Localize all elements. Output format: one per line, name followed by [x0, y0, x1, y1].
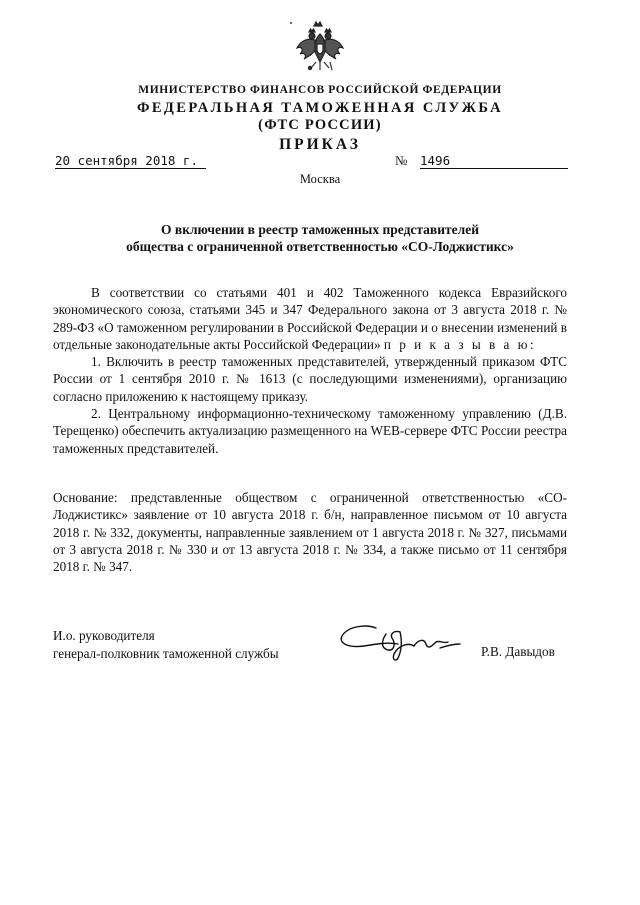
signatory-position — [53, 627, 279, 663]
order-title-line-2: общества с ограниченной ответственностью «СО-Лоджистикс» — [126, 239, 514, 254]
coat-of-arms-icon — [292, 18, 348, 79]
document-type: ПРИКАЗ — [279, 136, 361, 153]
order-date: 20 сентября 2018 г. — [55, 153, 206, 169]
intro-text: В соответствии со статьями 401 и 402 Таможенного кодекса Евразийского экономического союза, статьями 345 и 347 Федерального закона от 3 августа 2018 г. № 289-ФЗ «О таможенном регулировании в Российской Федерации и о внесении изменений в отдельные законодательные акты Российской Федерации» — [53, 285, 567, 352]
basis-section — [53, 489, 567, 575]
order-number: 1496 — [420, 153, 568, 169]
ministry-name: МИНИСТЕРСТВО ФИНАНСОВ РОССИЙСКОЙ ФЕДЕРАЦИИ — [138, 84, 502, 96]
item-1-paragraph: 1. Включить в реестр таможенных представителей, утвержденный приказом ФТС России от 1 сентября 2010 г. № 1613 (с последующими изменениями), организацию согласно приложению к настоящему приказу. — [53, 354, 567, 404]
order-title — [0, 221, 640, 255]
basis-paragraph: Основание: представленные обществом с ограниченной ответственностью «СО-Лоджистикс» заявление от 10 августа 2018 г. б/н, направленное письмом от 10 августа 2018 г. № 332, документы, направленные заявлением от 1 августа 2018 г. № 327, письмами от 3 августа 2018 г. № 330 и от 13 августа 2018 г. № 334, а также письмо от 11 сентября 2018 г. № 347. — [53, 490, 567, 575]
city: Москва — [299, 172, 341, 186]
signatory-name: Р.В. Давыдов — [481, 644, 555, 659]
order-title-line-1: О включении в реестр таможенных представителей — [161, 222, 479, 237]
intro-paragraph — [53, 284, 567, 353]
service-abbreviation: (ФТС РОССИИ) — [258, 117, 382, 133]
order-number-label: № — [395, 153, 408, 168]
service-name: ФЕДЕРАЛЬНАЯ ТАМОЖЕННАЯ СЛУЖБА — [136, 100, 503, 116]
order-body — [53, 284, 567, 457]
signatory-position-line-2: генерал-полковник таможенной службы — [53, 646, 279, 661]
order-verb: п р и к а з ы в а ю: — [383, 336, 537, 352]
signatory-position-line-1: И.о. руководителя — [53, 628, 155, 643]
item-2-paragraph: 2. Центральному информационно-техническому таможенному управлению (Д.В. Терещенко) обеспечить актуализацию размещенного на WEB-сервере ФТС России реестра таможенных представителей. — [53, 406, 567, 456]
handwritten-signature — [336, 620, 466, 671]
